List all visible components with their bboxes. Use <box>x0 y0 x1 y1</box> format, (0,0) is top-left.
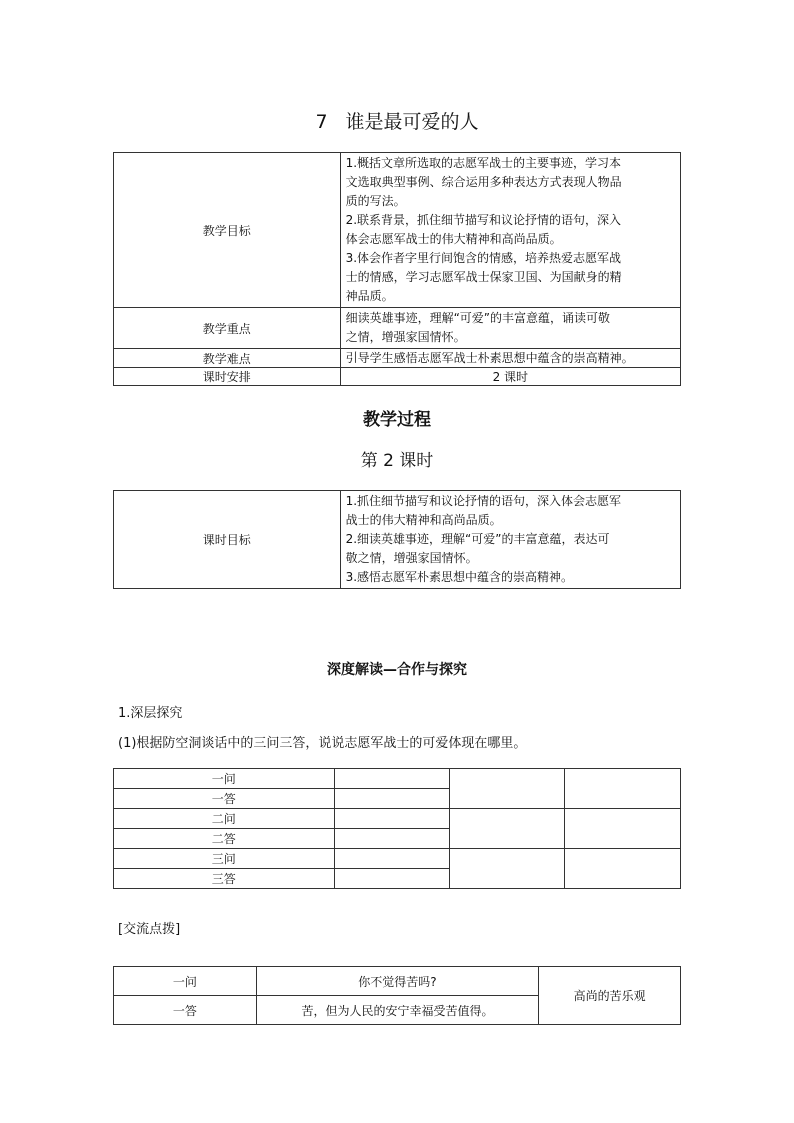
qa-answer-cell[interactable] <box>334 809 450 829</box>
goal-line: 士的情感，学习志愿军战士保家卫国、为国献身的精 <box>345 270 622 284</box>
qa-label: 三答 <box>114 869 335 889</box>
period-goals-row <box>114 491 681 589</box>
schedule-row <box>114 368 681 386</box>
qa-merge-cell[interactable] <box>450 809 565 849</box>
section-heading: 深度解读—合作与探究 <box>327 662 467 678</box>
qa-merge-cell[interactable] <box>565 849 681 889</box>
goal-line: 2.联系背景，抓住细节描写和议论抒情的语句，深入 <box>345 213 622 227</box>
focus-label: 教学重点 <box>114 308 341 349</box>
qa-merge-cell[interactable] <box>450 769 565 809</box>
exchange-row-text: 苦，但为人民的安宁幸福受苦值得。 <box>256 996 539 1025</box>
period-goals-label: 课时目标 <box>114 491 341 589</box>
qa-answer-cell[interactable] <box>334 849 450 869</box>
goal-line: 质的写法。 <box>345 194 406 208</box>
qa-table <box>113 768 681 889</box>
lesson-number: 7 <box>315 111 328 133</box>
period-goal-line: 1.抓住细节描写和议论抒情的语句，深入体会志愿军 <box>345 494 622 508</box>
exchange-label: [交流点拨] <box>118 922 181 937</box>
goal-line: 文选取典型事例、综合运用多种表达方式表现人物品 <box>345 175 622 189</box>
lesson-title-text: 谁是最可爱的人 <box>345 111 479 133</box>
exchange-row-text: 你不觉得苦吗? <box>256 967 539 996</box>
schedule-label: 课时安排 <box>114 368 341 386</box>
period-goal-line: 2.细读英雄事迹，理解“可爱”的丰富意蕴，表达可 <box>345 532 610 546</box>
goal-label: 教学目标 <box>114 153 341 308</box>
exchange-summary: 高尚的苦乐观 <box>539 967 681 1025</box>
qa-answer-cell[interactable] <box>334 769 450 789</box>
period-goal-line: 战士的伟大精神和高尚品质。 <box>345 513 502 527</box>
difficulty-label: 教学难点 <box>114 349 341 368</box>
period-goals-content <box>340 491 680 589</box>
qa-label: 三问 <box>114 849 335 869</box>
qa-label: 二问 <box>114 809 335 829</box>
goal-line: 神品质。 <box>345 289 394 303</box>
period-heading: 第 2 课时 <box>360 451 434 471</box>
focus-line: 之情，增强家国情怀。 <box>345 330 466 344</box>
schedule-content: 2 课时 <box>340 368 680 386</box>
qa-label: 一问 <box>114 769 335 789</box>
goal-line: 1.概括文章所选取的志愿军战士的主要事迹，学习本 <box>345 156 622 170</box>
qa-row <box>114 809 681 829</box>
qa-label: 二答 <box>114 829 335 849</box>
overview-table <box>113 152 681 386</box>
period-goals-table <box>113 490 681 589</box>
qa-answer-cell[interactable] <box>334 869 450 889</box>
goal-line: 3.体会作者字里行间饱含的情感，培养热爱志愿军战 <box>345 251 622 265</box>
qa-answer-cell[interactable] <box>334 829 450 849</box>
qa-merge-cell[interactable] <box>565 769 681 809</box>
qa-answer-cell[interactable] <box>334 789 450 809</box>
qa-row <box>114 769 681 789</box>
section-sub: 1.深层探究 <box>118 706 183 721</box>
period-goal-line: 3.感悟志愿军朴素思想中蕴含的崇高精神。 <box>345 570 574 584</box>
difficulty-content: 引导学生感悟志愿军战士朴素思想中蕴含的崇高精神。 <box>340 349 680 368</box>
goal-row <box>114 153 681 308</box>
exchange-row <box>114 967 681 996</box>
focus-content <box>340 308 680 349</box>
difficulty-row <box>114 349 681 368</box>
lesson-title <box>0 107 794 134</box>
section-question: (1)根据防空洞谈话中的三问三答，说说志愿军战士的可爱体现在哪里。 <box>118 736 527 751</box>
qa-label: 一答 <box>114 789 335 809</box>
exchange-table <box>113 966 681 1025</box>
focus-line: 细读英雄事迹，理解“可爱”的丰富意蕴，诵读可敬 <box>345 311 611 325</box>
goal-content <box>340 153 680 308</box>
qa-merge-cell[interactable] <box>450 849 565 889</box>
focus-row <box>114 308 681 349</box>
process-heading: 教学过程 <box>363 410 431 430</box>
exchange-row-label: 一问 <box>114 967 257 996</box>
qa-merge-cell[interactable] <box>565 809 681 849</box>
period-goal-line: 敬之情，增强家国情怀。 <box>345 551 478 565</box>
qa-row <box>114 849 681 869</box>
exchange-row-label: 一答 <box>114 996 257 1025</box>
goal-line: 体会志愿军战士的伟大精神和高尚品质。 <box>345 232 562 246</box>
